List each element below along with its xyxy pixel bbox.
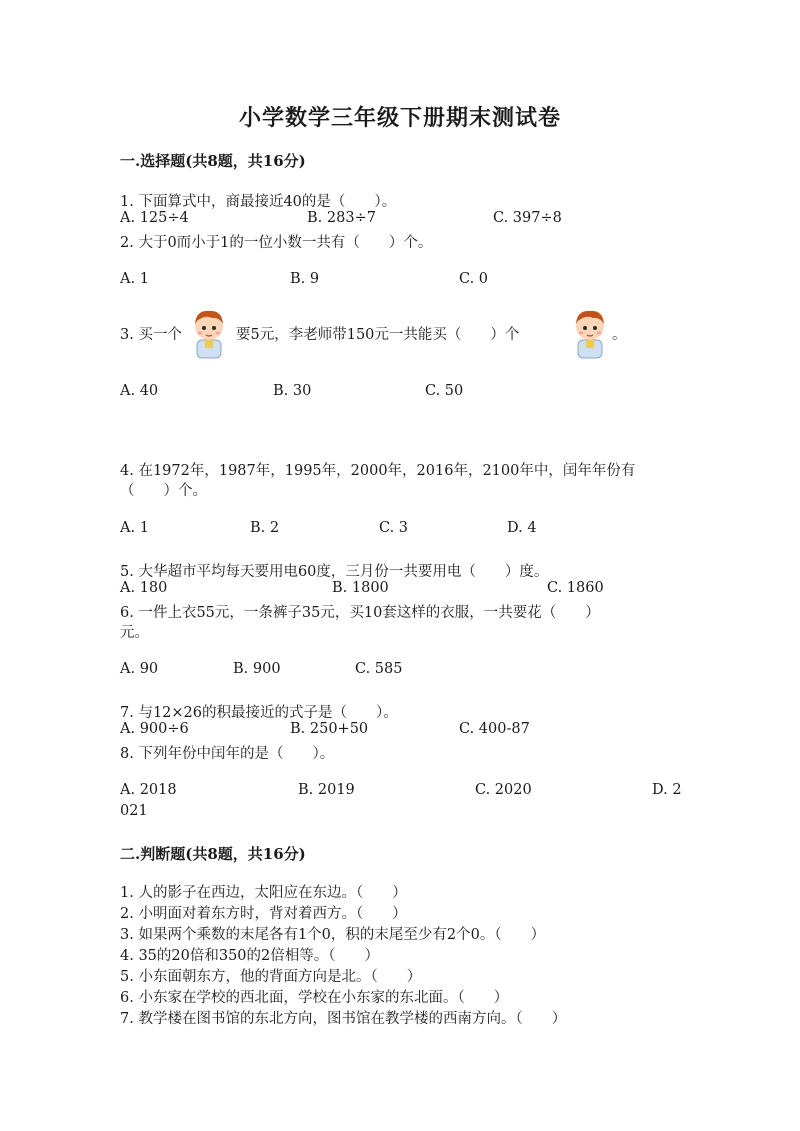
option-1c: C. 397÷8 xyxy=(493,210,562,226)
option-5c: C. 1860 xyxy=(547,580,604,596)
judgment-2: 2. 小明面对着东方时，背对着西方。（ ） xyxy=(120,906,407,922)
option-7b: B. 250+50 xyxy=(290,721,369,737)
boy-figure-icon xyxy=(565,306,615,360)
question-4-line-1: 4. 在1972年，1987年，1995年，2000年，2016年，2100年中，闰年年份有 xyxy=(120,463,636,479)
option-1a: A. 125÷4 xyxy=(120,210,189,226)
option-7c: C. 400-87 xyxy=(459,721,530,737)
option-3a: A. 40 xyxy=(120,383,159,399)
page-title: 小学数学三年级下册期末测试卷 xyxy=(238,105,561,131)
question-3-part-c: 。 xyxy=(612,327,627,343)
option-2c: C. 0 xyxy=(459,271,489,287)
option-8c: C. 2020 xyxy=(475,782,532,798)
section-heading-choice: 一.选择题(共8题，共16分) xyxy=(120,152,306,170)
option-6a: A. 90 xyxy=(120,661,159,677)
question-4-line-2: （ ）个。 xyxy=(120,483,207,499)
question-2: 2. 大于0而小于1的一位小数一共有（ ）个。 xyxy=(120,235,433,251)
question-3-part-b: 要5元，李老师带150元一共能买（ ）个 xyxy=(236,327,520,343)
option-4c: C. 3 xyxy=(379,520,409,536)
option-5b: B. 1800 xyxy=(332,580,389,596)
option-6c: C. 585 xyxy=(355,661,403,677)
option-4b: B. 2 xyxy=(250,520,280,536)
judgment-5: 5. 小东面朝东方，他的背面方向是北。（ ） xyxy=(120,969,422,985)
judgment-3: 3. 如果两个乘数的末尾各有1个0，积的末尾至少有2个0。（ ） xyxy=(120,927,546,943)
judgment-1: 1. 人的影子在西边，太阳应在东边。（ ） xyxy=(120,885,407,901)
question-1: 1. 下面算式中，商最接近40的是（ ）。 xyxy=(120,194,397,210)
option-8d-wrap: 021 xyxy=(120,803,148,819)
judgment-6: 6. 小东家在学校的西北面，学校在小东家的东北面。（ ） xyxy=(120,990,509,1006)
question-3-part-a: 3. 买一个 xyxy=(120,327,182,343)
option-2b: B. 9 xyxy=(290,271,320,287)
option-1b: B. 283÷7 xyxy=(307,210,376,226)
judgment-7: 7. 教学楼在图书馆的东北方向，图书馆在教学楼的西南方向。（ ） xyxy=(120,1011,567,1027)
option-6b: B. 900 xyxy=(233,661,281,677)
boy-figure-icon xyxy=(184,306,234,360)
judgment-4: 4. 35的20倍和350的2倍相等。（ ） xyxy=(120,948,379,964)
option-4a: A. 1 xyxy=(120,520,149,536)
question-6-line-1: 6. 一件上衣55元，一条裤子35元，买10套这样的衣服，一共要花（ ） xyxy=(120,605,600,621)
question-6-line-2: 元。 xyxy=(120,625,149,641)
option-5a: A. 180 xyxy=(120,580,168,596)
option-8d: D. 2 xyxy=(652,782,682,798)
option-3c: C. 50 xyxy=(425,383,464,399)
option-3b: B. 30 xyxy=(273,383,312,399)
section-heading-judgment: 二.判断题(共8题，共16分) xyxy=(120,845,306,863)
option-4d: D. 4 xyxy=(507,520,537,536)
option-8a: A. 2018 xyxy=(120,782,177,798)
question-7: 7. 与12×26的积最接近的式子是（ ）。 xyxy=(120,705,398,721)
option-8b: B. 2019 xyxy=(298,782,355,798)
question-5: 5. 大华超市平均每天要用电60度，三月份一共要用电（ ）度。 xyxy=(120,564,549,580)
option-7a: A. 900÷6 xyxy=(120,721,189,737)
question-8: 8. 下列年份中闰年的是（ ）。 xyxy=(120,746,335,762)
option-2a: A. 1 xyxy=(120,271,149,287)
